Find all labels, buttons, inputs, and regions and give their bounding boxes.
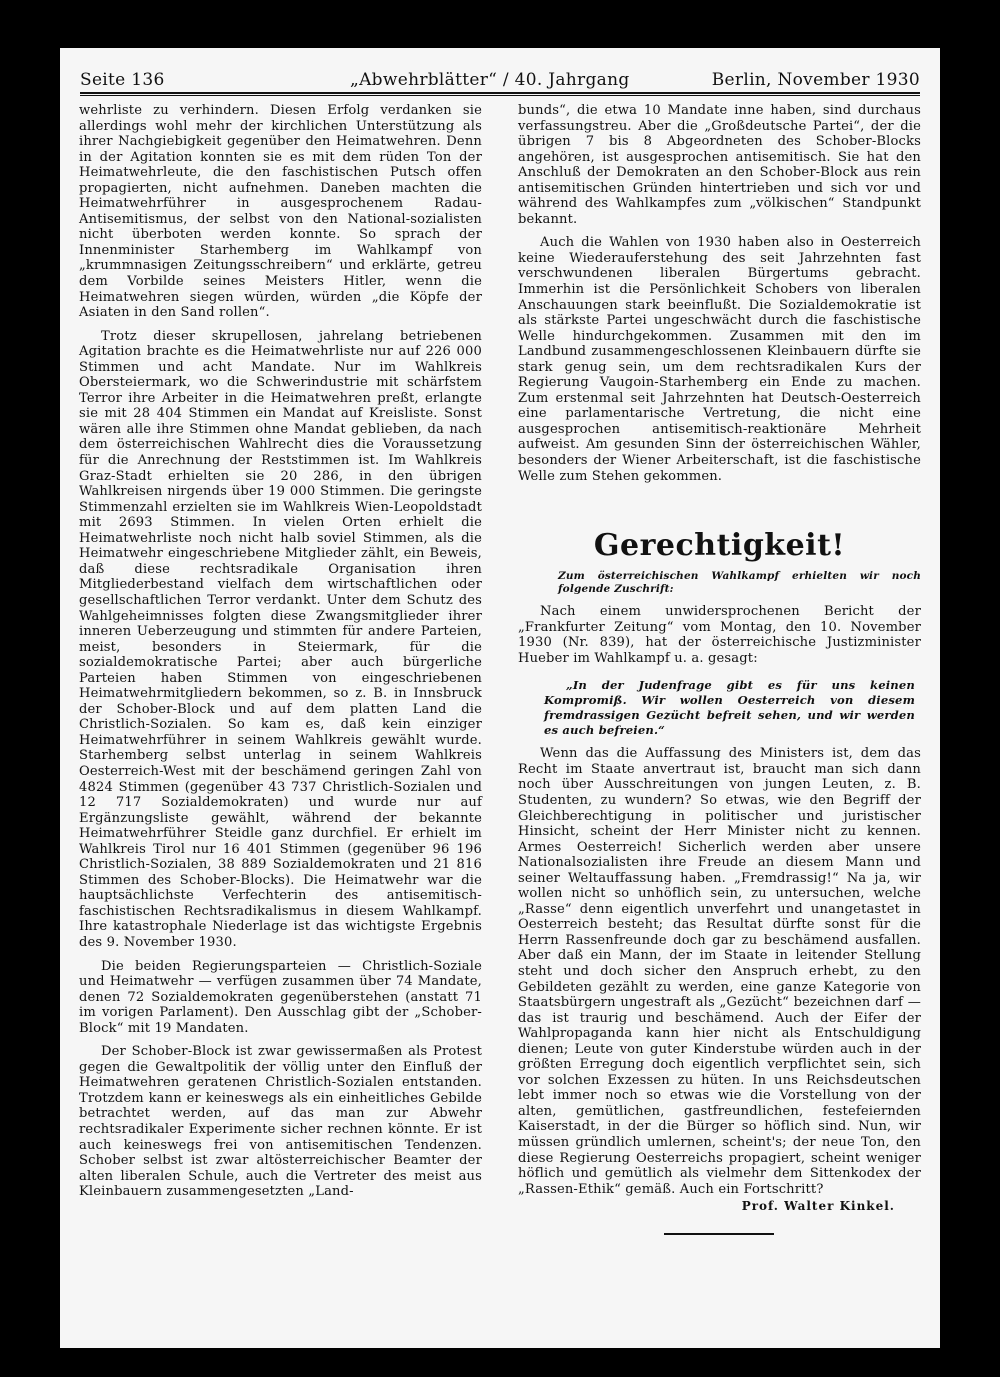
left-column	[79, 103, 482, 1200]
article-lead: Zum österreichischen Wahlkampf erhielten wir noch folgende Zuschrift:	[558, 570, 921, 596]
right-column	[518, 103, 921, 1235]
journal-title: „Abwehrblätter“ / 40. Jahrgang	[350, 70, 630, 90]
page-number: Seite 136	[80, 70, 165, 90]
header-rule	[80, 92, 920, 94]
end-rule	[664, 1233, 774, 1235]
header-rule-thin	[80, 95, 920, 96]
place-date: Berlin, November 1930	[711, 70, 920, 90]
article-paragraph-1: Nach einem unwidersprochenen Bericht der „Frankfurter Zeitung“ vom Montag, den 10. November 1930 (Nr. 839), hat der österreichische Justizminister Hueber im Wahlkampf u. a. gesagt:	[518, 604, 921, 666]
article-paragraph-2: Wenn das die Auffassung des Ministers ist, dem das Recht im Staate anvertraut ist, braucht man sich dann noch über Ausschreitungen von jungen Leuten, z. B. Studenten, zu wundern? So etwas, wie den Begriff der Gleichberechtigung in politischer und juristischer Hinsicht, scheint der Herr Minister nicht zu kennen. Armes Oesterreich! Sicherlich werden aber unsere Nationalsozialisten ihre Freude an diesem Mann und seiner Weltauffassung haben. „Fremdrassig!“ Na ja, wir wollen nicht so unhöflich sein, zu untersuchen, welche „Rasse“ denn eigentlich unverfehrt und unangetastet in Oesterreich besteht; das Resultat dürfte sonst für die Herrn Rassenfreunde doch gar zu beschämend ausfallen. Aber daß ein Mann, der im Staate in leitender Stellung steht und doch sicher den Anspruch erhebt, zu den Gebildeten gezählt zu werden, eine ganze Kategorie von Staatsbürgern ungestraft als „Gezücht“ bezeichnen darf — das ist traurig und beschämend. Auch der Eifer der Wahlpropaganda kann hier nicht als Entschuldigung dienen; Leute von guter Kinderstube würden auch in der größten Erregung doch eigentlich verpflichtet sein, sich vor solchen Exzessen zu hüten. In uns Reichsdeutschen lebt immer noch so etwas wie die Vorstellung von der alten, gemütlichen, gastfreundlichen, festefeiernden Kaiserstadt, in der die Bürger so höflich sind. Nun, wir müssen gründlich umlernen, scheint's; der neue Ton, den diese Regierung Oesterreichs propagiert, scheint weniger höflich und gemütlich als vielmehr dem Sittenkodex der „Rassen-Ethik“ gemäß. Auch ein Fortschritt?	[518, 746, 921, 1197]
article-title: Gerechtigkeit!	[593, 528, 846, 564]
left-paragraph-1: wehrliste zu verhindern. Diesen Erfolg verdanken sie allerdings wohl mehr der kirchlichen Unterstützung als ihrer Nachgiebigkeit gegenüber den Heimatwehren. Denn in der Agitation konnten sie es mit dem rüden Ton der Heimatwehrleute, die den faschistischen Putsch offen propagierten, nicht aufnehmen. Daneben machten die Heimatwehrführer in ausgesprochenem Radau-Antisemitismus, der selbst von den National-sozialisten nicht überboten werden konnte. So sprach der Innenminister Starhemberg im Wahlkampf von „krummnasigen Zeitungsschreibern“ und erklärte, getreu dem Vorbilde seines Meisters Hitler, wenn die Heimatwehren siegen würden, würden „die Köpfe der Asiaten in den Sand rollen“.	[79, 103, 482, 321]
right-paragraph-2: Auch die Wahlen von 1930 haben also in Oesterreich keine Wiederauferstehung des seit Jahrzehnten fast verschwundenen liberalen Bürgertums gebracht. Immerhin ist die Persönlichkeit Schobers von liberalen Anschauungen stark beeinflußt. Die Sozialdemokratie ist als stärkste Partei ungeschwächt durch die faschistische Welle hindurchgekommen. Zusammen mit den im Landbund zusammengeschlossenen Kleinbauern dürfte sie stark genug sein, um dem rechtsradikalen Kurs der Regierung Vaugoin-Starhemberg ein Ende zu machen. Zum erstenmal seit Jahrzehnten hat Deutsch-Oesterreich eine parlamentarische Vertretung, die nicht eine ausgesprochen antisemitisch-reaktionäre Mehrheit aufweist. Am gesunden Sinn der österreichischen Wähler, besonders der Wiener Arbeiterschaft, ist die faschistische Welle zum Stehen gekommen.	[518, 235, 921, 484]
author-signature: Prof. Walter Kinkel.	[741, 1199, 895, 1214]
newspaper-page	[60, 48, 940, 1348]
right-paragraph-1: bunds“, die etwa 10 Mandate inne haben, sind durchaus verfassungstreu. Aber die „Großdeutsche Partei“, der die übrigen 7 bis 8 Abgeordneten des Schober-Blocks angehören, ist ausgesprochen antisemitisch. Sie hat den Anschluß der Demokraten an den Schober-Block aus rein antisemitischen Gründen hintertrieben und sich vor und während des Wahlkampfes zum „völkischen“ Standpunkt bekannt.	[518, 103, 921, 227]
minister-quote: „In der Judenfrage gibt es für uns keinen Kompromiß. Wir wollen Oesterreich von diesem fremdrassigen Gezücht befreit sehen, und wir werden es auch befreien.“	[544, 678, 915, 738]
left-paragraph-3: Die beiden Regierungsparteien — Christlich-Soziale und Heimatwehr — verfügen zusammen über 74 Mandate, denen 72 Sozialdemokraten gegenüberstehen (anstatt 71 im vorigen Parlament). Den Ausschlag gibt der „Schober-Block“ mit 19 Mandaten.	[79, 958, 482, 1036]
left-paragraph-2: Trotz dieser skrupellosen, jahrelang betriebenen Agitation brachte es die Heimatwehrliste nur auf 226 000 Stimmen und acht Mandate. Nur im Wahlkreis Obersteiermark, wo die Schwerindustrie mit schärfstem Terror ihre Arbeiter in die Heimatwehren preßt, erlangte sie mit 28 404 Stimmen ein Mandat auf Kreisliste. Sonst wären alle ihre Stimmen ohne Mandat geblieben, da nach dem österreichischen Wahlrecht dies die Voraussetzung für die Anrechnung der Reststimmen ist. Im Wahlkreis Graz-Stadt erhielten sie 20 286, in den übrigen Wahlkreisen nirgends über 19 000 Stimmen. Die geringste Stimmenzahl erzielten sie im Wahlkreis Wien-Leopoldstadt mit 2693 Stimmen. In vielen Orten erhielt die Heimatwehrliste noch nicht halb soviel Stimmen, als die Heimatwehr eingeschriebene Mitglieder zählt, ein Beweis, daß diese rechtsradikale Organisation ihren Mitgliederbestand vielfach dem wirtschaftlichen oder gesellschaftlichen Terror verdankt. Unter dem Schutz des Wahlgeheimnisses folgten diese Zwangsmitglieder ihrer inneren Ueberzeugung und stimmten für andere Parteien, meist, besonders in Steiermark, für die sozialdemokratische Partei; aber auch bürgerliche Parteien haben Stimmen von eingeschriebenen Heimatwehrmitgliedern bekommen, so z. B. in Innsbruck der Schober-Block und auf dem platten Land die Christlich-Sozialen. So kam es, daß kein einziger Heimatwehrführer in seinem Wahlkreis gewählt wurde. Starhemberg selbst unterlag in seinem Wahlkreis Oesterreich-West mit der beschämend geringen Zahl von 4824 Stimmen (gegenüber 43 737 Christlich-Sozialen und 12 717 Sozialdemokraten) und wurde nur auf Ergänzungsliste gewählt, während der bekannte Heimatwehrführer Steidle ganz durchfiel. Er erhielt im Wahlkreis Tirol nur 16 401 Stimmen (gegenüber 96 196 Christlich-Sozialen, 38 889 Sozialdemokraten und 21 816 Stimmen des Schober-Blocks). Die Heimatwehr war die hauptsächlichste Verfechterin des antisemitisch-faschistischen Rechtsradikalismus in diesem Wahlkampf. Ihre katastrophale Niederlage ist das wichtigste Ergebnis des 9. November 1930.	[79, 328, 482, 950]
left-paragraph-4: Der Schober-Block ist zwar gewissermaßen als Protest gegen die Gewaltpolitik der völlig unter den Einfluß der Heimatwehren geratenen Christlich-Sozialen entstanden. Trotzdem kann er keineswegs als ein einheitliches Gebilde betrachtet werden, auf das man zur Abwehr rechtsradikaler Experimente sicher rechnen könnte. Er ist auch keineswegs frei von antisemitischen Tendenzen. Schober selbst ist zwar altösterreichischer Beamter der alten liberalen Schule, auch die Vertreter des meist aus Kleinbauern zusammengesetzten „Land-	[79, 1044, 482, 1200]
